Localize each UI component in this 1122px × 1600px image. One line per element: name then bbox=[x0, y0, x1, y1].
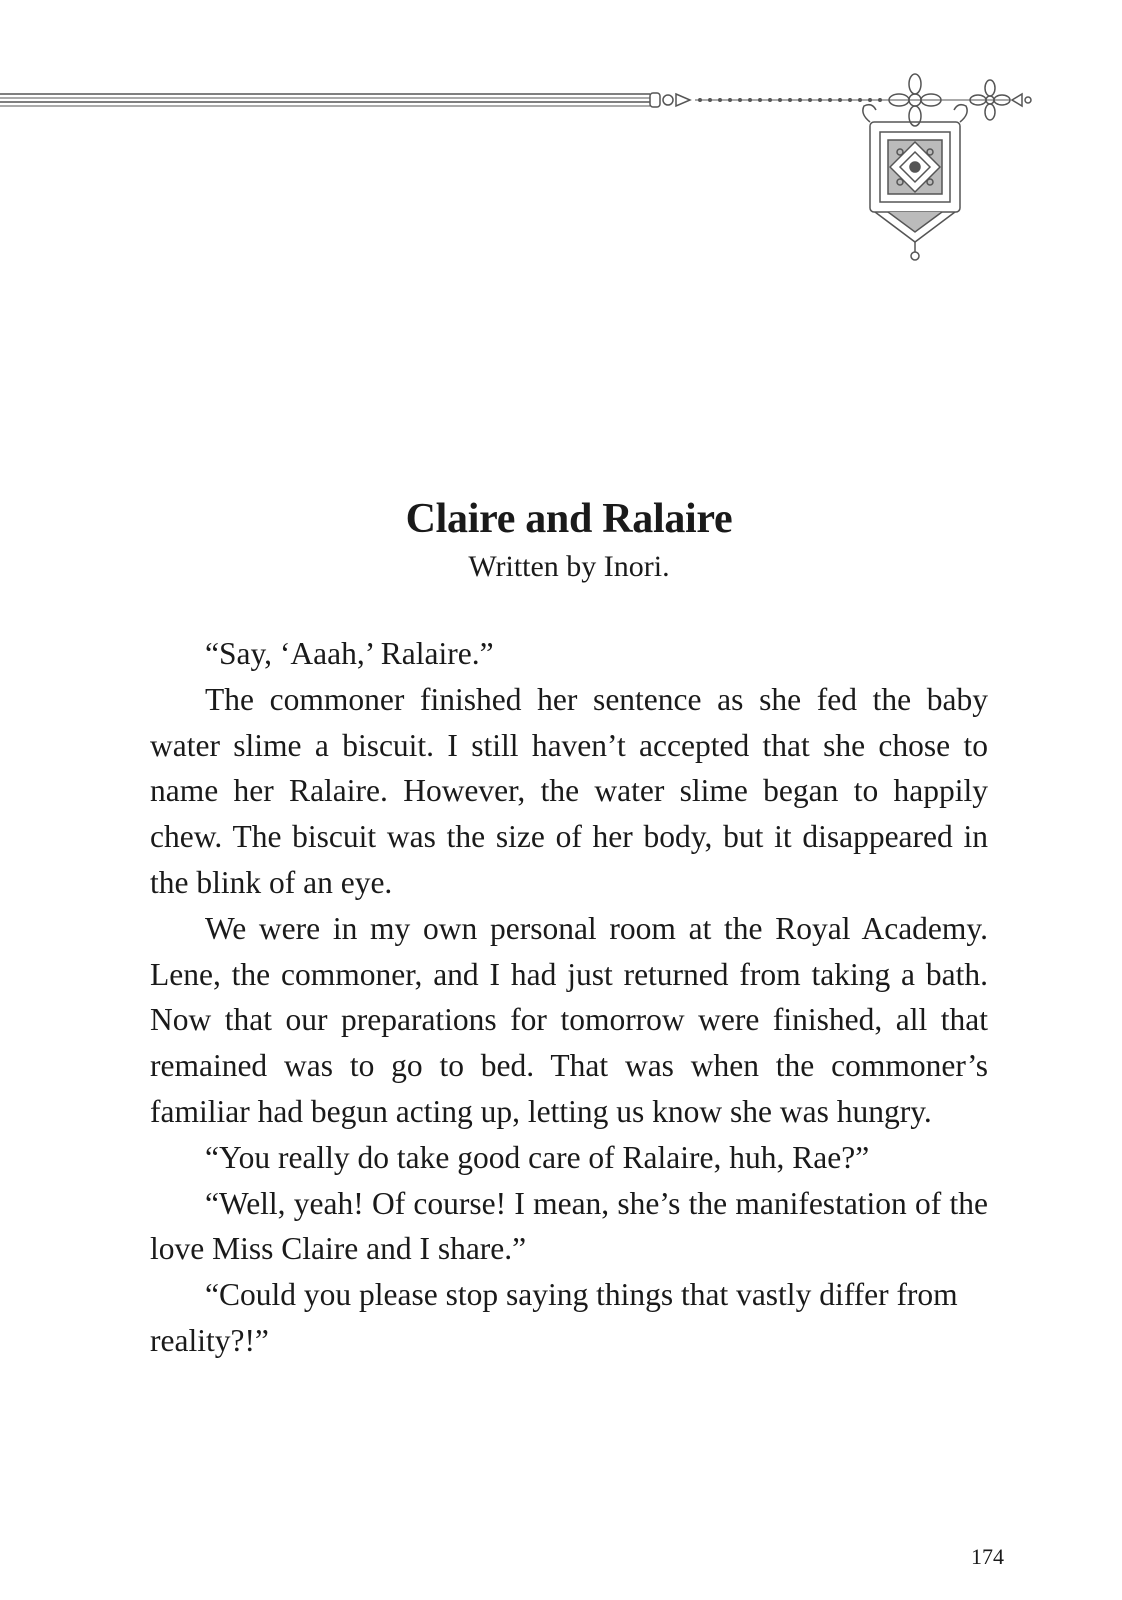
body-text bbox=[150, 631, 988, 1364]
page-number: 174 bbox=[971, 1544, 1004, 1569]
paragraph: “Say, ‘Aaah,’ Ralaire.” bbox=[205, 636, 494, 671]
chapter-byline: Written by Inori. bbox=[468, 550, 670, 583]
paragraph: “You really do take good care of Ralaire, huh, Rae?” bbox=[205, 1139, 870, 1175]
paragraph: The commoner finished her sentence as she fed the baby water slime a biscuit. I still haven’t accepted that she chose to name her Ralaire. However, the water slime began to happily chew. The biscuit was the size of her body, but it disappeared in the blink of an eye. bbox=[150, 681, 988, 900]
header-ornament-icon bbox=[0, 70, 1060, 270]
paragraph: “Well, yeah! Of course! I mean, she’s the manifestation of the love Miss Claire and I share.” bbox=[150, 1185, 988, 1267]
paragraph: We were in my own personal room at the Royal Academy. Lene, the commoner, and I had just returned from taking a bath. Now that our preparations for tomorrow were finished, all that remained was to go to bed. That was when the commoner’s familiar had begun acting up, letting us know she was hungry. bbox=[150, 910, 988, 1129]
chapter-title: Claire and Ralaire bbox=[405, 496, 733, 542]
paragraph: “Could you please stop saying things that vastly differ from reality?!” bbox=[150, 1277, 958, 1358]
chapter-heading bbox=[0, 493, 1122, 589]
